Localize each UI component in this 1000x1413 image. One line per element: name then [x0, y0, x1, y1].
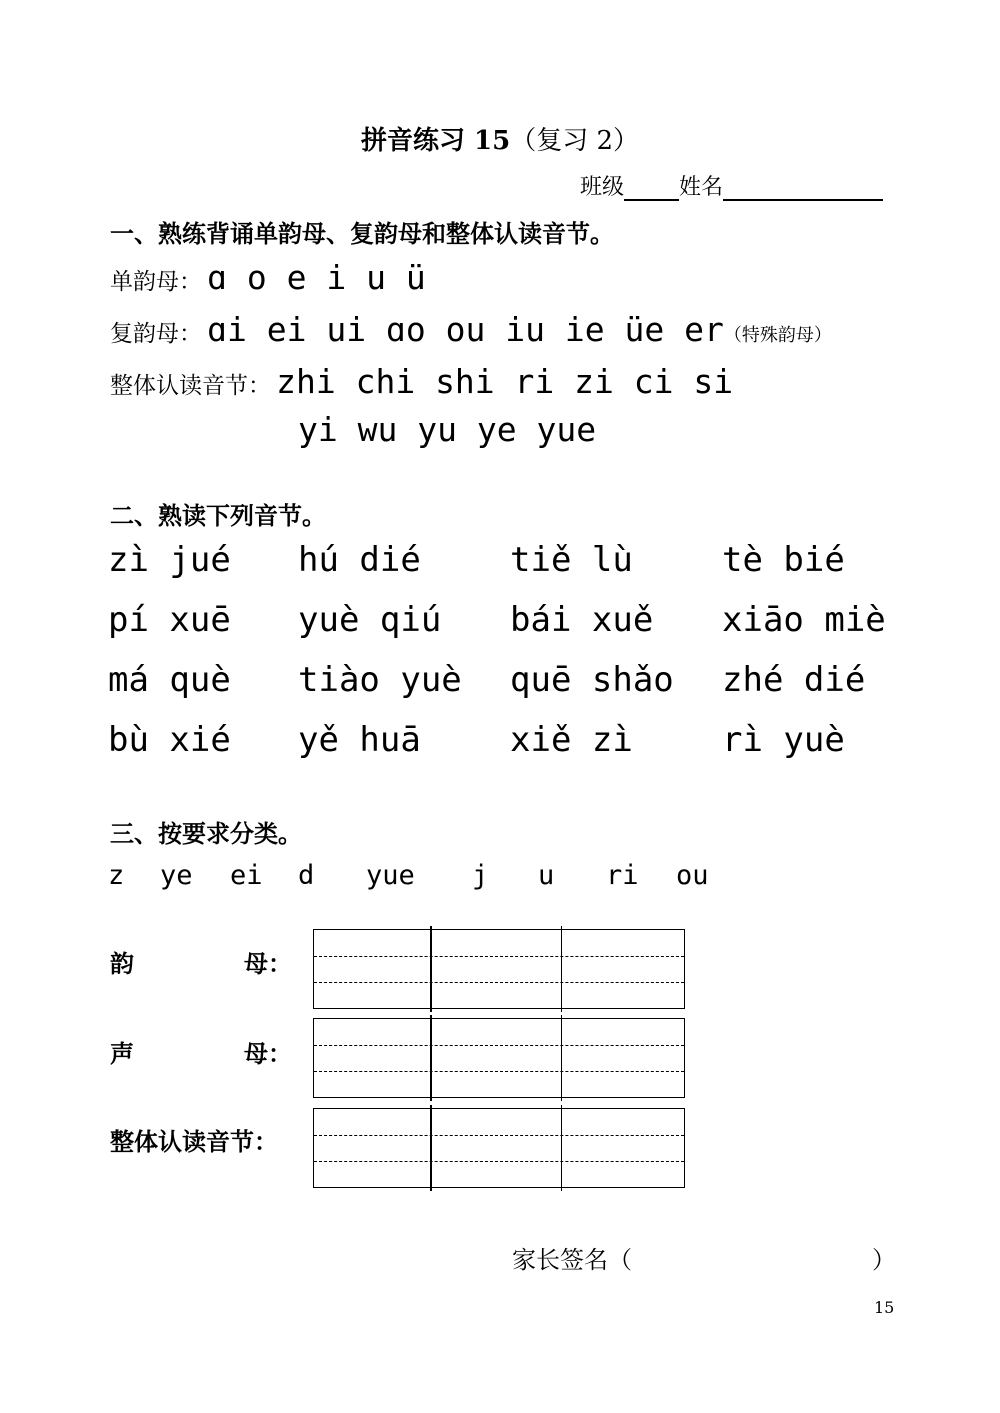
final-item: ou [445, 310, 486, 349]
zhengti-writing-grid[interactable] [313, 1108, 685, 1188]
class-blank[interactable] [624, 177, 679, 201]
final-item: er [684, 310, 724, 349]
final-item: i [326, 258, 347, 297]
page-title [0, 120, 1000, 157]
syllable-item: ri [514, 362, 555, 401]
compound-finals-list [207, 310, 724, 349]
final-item: e [286, 258, 307, 297]
syllable-item: chi [355, 362, 416, 401]
final-item: o [246, 258, 267, 297]
sort-item: d [298, 860, 315, 891]
name-label: 姓名 [679, 175, 724, 200]
zhengti-label: 整体认读音节： [110, 1127, 278, 1156]
syllable-word: rì yuè [722, 720, 845, 760]
compound-finals-row [110, 310, 832, 349]
syllable-word: yě huā [298, 720, 421, 760]
syllable-word: xiě zì [510, 720, 633, 760]
final-item: iu [505, 310, 545, 349]
sort-item: u [538, 860, 555, 891]
column-divider [430, 926, 432, 1012]
guide-line [314, 1135, 684, 1136]
final-item: ɑi [207, 310, 247, 349]
syllable-word: tè bié [722, 540, 845, 580]
guide-line [314, 1071, 684, 1072]
class-label: 班级 [580, 175, 625, 200]
whole-syllables-list [276, 362, 733, 401]
sort-item: ou [676, 860, 709, 891]
sort-item: ri [606, 860, 639, 891]
syllable-item: wu [357, 410, 398, 449]
final-item: ei [266, 310, 307, 349]
title-paren: （复习 2） [510, 126, 640, 156]
syllable-item: yi [298, 410, 338, 449]
parent-signature-close: ） [872, 1246, 896, 1274]
guide-line [314, 1045, 684, 1046]
whole-syllables-row [110, 362, 733, 401]
sort-item: ye [160, 860, 193, 891]
section1-heading: 一、熟练背诵单韵母、复韵母和整体认读音节。 [110, 219, 614, 248]
final-item: ui [326, 310, 367, 349]
section3-heading: 三、按要求分类。 [110, 819, 302, 848]
shengmu-writing-grid[interactable] [313, 1018, 685, 1098]
guide-line [314, 982, 684, 983]
column-divider [561, 1105, 562, 1191]
syllable-item: ye [476, 410, 517, 449]
syllable-word: má què [108, 660, 231, 700]
special-final-note: （特殊韵母） [723, 325, 832, 346]
guide-line [314, 956, 684, 957]
syllable-word: zì jué [108, 540, 231, 580]
syllable-item: shi [435, 362, 495, 401]
syllable-item: yue [536, 410, 597, 449]
syllable-word: pí xuē [108, 600, 231, 640]
parent-signature-label: 家长签名（ [512, 1246, 632, 1274]
syllable-word: bái xuě [510, 600, 654, 640]
syllable-word: zhé dié [722, 660, 866, 700]
yunmu-label-char2: 母： [244, 949, 292, 978]
column-divider [561, 926, 562, 1012]
column-divider [561, 1015, 562, 1101]
yunmu-writing-grid[interactable] [313, 929, 685, 1009]
syllable-word: tiào yuè [298, 660, 462, 700]
single-finals-list [207, 258, 426, 297]
column-divider [430, 1015, 432, 1101]
syllable-word: quē shǎo [510, 660, 674, 700]
section2-heading: 二、熟读下列音节。 [110, 501, 326, 530]
name-blank[interactable] [723, 177, 883, 201]
final-item: ü [405, 258, 426, 297]
title-main: 拼音练习 15 [360, 126, 511, 156]
syllable-item: zi [574, 362, 614, 401]
single-finals-label: 单韵母： [110, 269, 202, 295]
syllable-word: yuè qiú [298, 600, 442, 640]
whole-syllables-list-2 [298, 410, 596, 449]
final-item: ɑ [207, 258, 227, 297]
page-number: 15 [874, 1298, 895, 1317]
shengmu-label-char2: 母： [244, 1039, 292, 1068]
syllable-item: yu [417, 410, 457, 449]
whole-syllables-label: 整体认读音节： [110, 373, 271, 399]
sort-item: j [472, 860, 489, 891]
final-item: ie [564, 310, 605, 349]
yunmu-label-char1: 韵 [110, 949, 134, 978]
syllable-item: ci [633, 362, 674, 401]
syllable-item: si [693, 362, 734, 401]
sort-item: ei [230, 860, 263, 891]
final-item: u [366, 258, 386, 297]
column-divider [430, 1105, 432, 1191]
final-item: ɑo [385, 310, 426, 349]
final-item: üe [624, 310, 665, 349]
single-finals-row [110, 258, 426, 297]
compound-finals-label: 复韵母： [110, 321, 202, 347]
syllable-word: xiāo miè [722, 600, 886, 640]
syllable-word: tiě lù [510, 540, 633, 580]
syllable-word: bù xié [108, 720, 231, 760]
shengmu-label-char1: 声 [110, 1039, 134, 1068]
sort-item: yue [366, 860, 415, 891]
guide-line [314, 1161, 684, 1162]
sort-item: z [108, 860, 125, 891]
student-info [580, 170, 883, 201]
syllable-word: hú dié [298, 540, 421, 580]
syllable-item: zhi [276, 362, 336, 401]
